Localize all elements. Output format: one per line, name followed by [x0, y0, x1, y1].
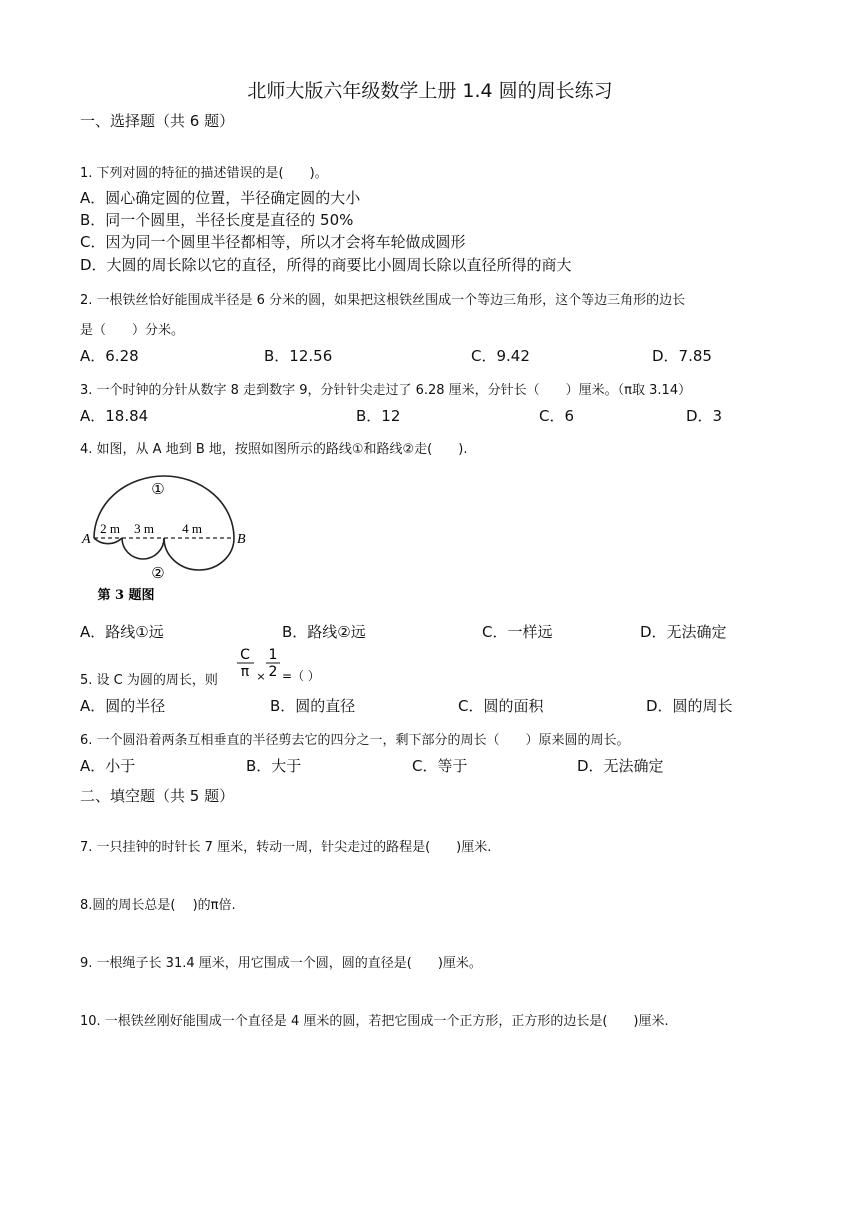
question-6-option-d: D．无法确定: [577, 757, 664, 775]
question-9-stem: 9. 一根绳子长 31.4 厘米，用它围成一个圆，圆的直径是( )厘米。: [80, 956, 482, 971]
page-title: 北师大版六年级数学上册 1.4 圆的周长练习: [247, 80, 613, 102]
question-4-option-d: D．无法确定: [640, 623, 727, 641]
question-4-option-a: A．路线①远: [80, 623, 164, 641]
question-1-option-a: A．圆心确定圆的位置，半径确定圆的大小: [80, 189, 361, 207]
point-a-label: A: [82, 532, 91, 547]
fraction-1-denominator: π: [240, 664, 250, 680]
question-2-option-a: A．6.28: [80, 347, 139, 365]
route-1-label: ①: [151, 480, 165, 498]
question-3-option-a: A．18.84: [80, 407, 149, 425]
route-2-arc-medium: [122, 538, 164, 559]
question-4-stem: 4. 如图，从 A 地到 B 地，按照如图所示的路线①和路线②走( ).: [80, 442, 468, 457]
question-5-option-b: B．圆的直径: [270, 697, 356, 715]
route-2-label: ②: [151, 564, 165, 582]
question-3-option-d: D．3: [686, 407, 723, 425]
question-5-option-a: A．圆的半径: [80, 697, 166, 715]
section-heading-fill: 二、填空题（共 5 题）: [80, 787, 235, 805]
formula-fractions: [236, 644, 336, 684]
question-3-option-b: B．12: [356, 407, 401, 425]
question-5-stem: 5. 设 C 为圆的周长，则: [80, 673, 218, 688]
question-3-option-c: C．6: [539, 407, 575, 425]
length-label-2: 3 m: [134, 521, 154, 536]
question-2-option-c: C．9.42: [471, 347, 530, 365]
times-sign: ×: [256, 670, 266, 683]
formula-tail: =（ ）: [282, 669, 320, 683]
question-2-option-b: B．12.56: [264, 347, 333, 365]
point-b-label: B: [237, 532, 246, 547]
route-diagram: [80, 470, 250, 608]
formula: [236, 644, 336, 688]
question-4-option-b: B．路线②远: [282, 623, 366, 641]
figure-caption: 第 3 题图: [97, 588, 155, 603]
fraction-2-denominator: 2: [268, 664, 278, 680]
fraction-1-numerator: C: [240, 647, 250, 663]
question-6-option-b: B．大于: [246, 757, 302, 775]
question-10-stem: 10. 一根铁丝刚好能围成一个直径是 4 厘米的圆，若把它围成一个正方形，正方形的边长是( )厘米.: [80, 1014, 669, 1029]
question-2-stem-line2: 是（ ）分米。: [80, 323, 185, 338]
question-6-stem: 6. 一个圆沿着两条互相垂直的半径剪去它的四分之一，剩下部分的周长（ ）原来圆的周长。: [80, 733, 630, 748]
question-1-option-c: C．因为同一个圆里半径都相等，所以才会将车轮做成圆形: [80, 233, 466, 251]
question-6-option-a: A．小于: [80, 757, 136, 775]
section-heading-choice: 一、选择题（共 6 题）: [80, 112, 235, 130]
question-1-stem: 1. 下列对圆的特征的描述错误的是( )。: [80, 166, 328, 181]
question-2-option-d: D．7.85: [652, 347, 712, 365]
question-5-option-d: D．圆的周长: [646, 697, 733, 715]
question-2-stem-line1: 2. 一根铁丝恰好能围成半径是 6 分米的圆，如果把这根铁丝围成一个等边三角形，这个等边三角形的边长: [80, 293, 686, 308]
question-1-option-b: B．同一个圆里，半径长度是直径的 50%: [80, 211, 354, 229]
question-3-stem: 3. 一个时钟的分针从数字 8 走到数字 9，分针针尖走过了 6.28 厘米，分针长（ ）厘米。（π取 3.14）: [80, 383, 692, 398]
question-5-option-c: C．圆的面积: [458, 697, 544, 715]
question-8-stem: 8.圆的周长总是( )的π倍.: [80, 898, 236, 913]
fraction-2-numerator: 1: [268, 647, 278, 663]
length-label-3: 4 m: [182, 521, 202, 536]
route-figure: [80, 470, 250, 612]
question-7-stem: 7. 一只挂钟的时针长 7 厘米，转动一周，针尖走过的路程是( )厘米.: [80, 840, 492, 855]
question-6-option-c: C．等于: [412, 757, 468, 775]
route-2-arc-small: [94, 538, 122, 544]
route-2-arc-large: [164, 538, 234, 570]
question-1-option-d: D．大圆的周长除以它的直径，所得的商要比小圆周长除以直径所得的商大: [80, 256, 572, 274]
question-4-option-c: C．一样远: [482, 623, 553, 641]
length-label-1: 2 m: [100, 521, 120, 536]
